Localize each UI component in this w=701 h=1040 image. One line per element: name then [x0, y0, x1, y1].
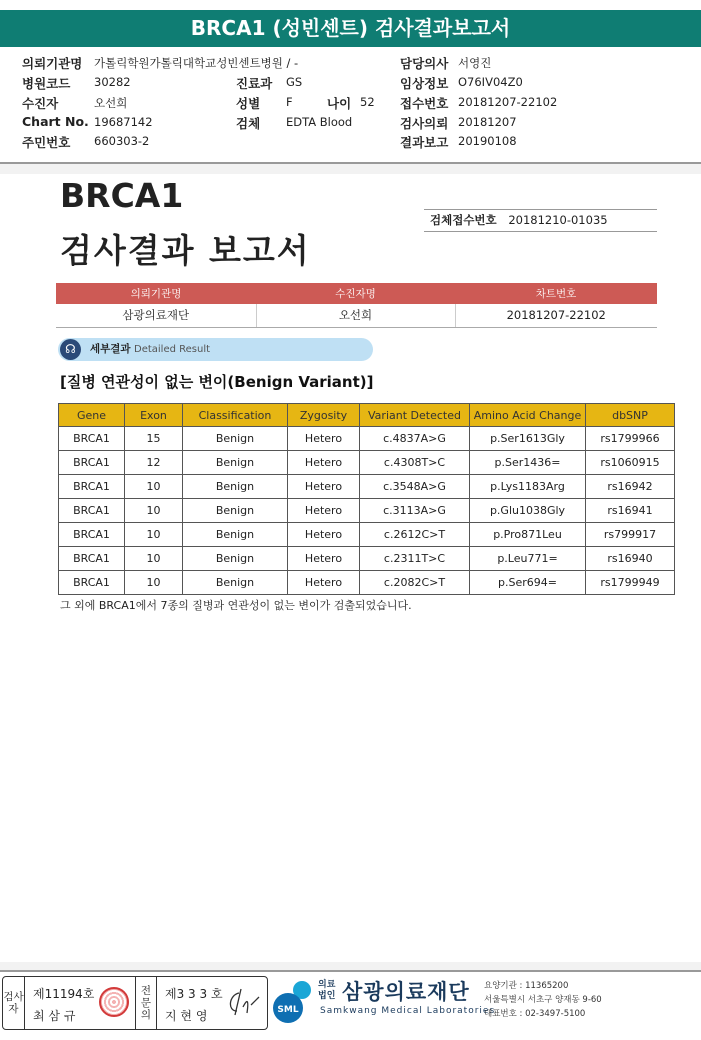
variant-cell: Benign: [183, 499, 288, 523]
footer-gap-band: [0, 962, 701, 972]
variant-cell: Hetero: [288, 451, 360, 475]
requesting-institution-value: 가톨릭학원가톨릭대학교성빈센트병원 / -: [94, 56, 299, 70]
variant-cell: c.4837A>G: [360, 427, 470, 451]
variant-header-cell: Gene: [59, 404, 125, 427]
specimen-label: 검체: [236, 116, 261, 131]
report-title-bar: BRCA1 (성빈센트) 검사결과보고서: [0, 10, 701, 47]
svg-text:SML: SML: [277, 1005, 299, 1015]
variant-cell: 10: [125, 475, 183, 499]
table-row: [59, 547, 675, 571]
lab-name: 삼광의료재단: [342, 980, 470, 1004]
test-request-label: 검사의뢰: [400, 116, 449, 131]
chart-no-label: Chart No.: [22, 114, 89, 129]
sml-logo-icon: [272, 978, 316, 1026]
variant-cell: p.Pro871Leu: [470, 523, 586, 547]
variant-table: [58, 403, 675, 595]
variant-cell: rs16942: [586, 475, 675, 499]
variant-cell: Hetero: [288, 547, 360, 571]
variant-cell: p.Leu771=: [470, 547, 586, 571]
specimen-receipt-value: 20181210-01035: [508, 213, 608, 227]
variant-cell: 10: [125, 499, 183, 523]
clinical-info-value: O76IV04Z0: [458, 75, 523, 89]
variant-header-cell: Classification: [183, 404, 288, 427]
physician-label: 담당의사: [400, 56, 449, 71]
lab-name-english: Samkwang Medical Laboratories: [320, 1006, 496, 1016]
age-label: 나이: [327, 96, 352, 111]
variant-cell: BRCA1: [59, 475, 125, 499]
variant-cell: c.4308T>C: [360, 451, 470, 475]
variant-cell: Hetero: [288, 523, 360, 547]
variant-cell: Benign: [183, 523, 288, 547]
variant-cell: Benign: [183, 451, 288, 475]
test-request-value: 20181207: [458, 115, 517, 129]
resident-no-label: 주민번호: [22, 135, 71, 150]
variant-cell: 10: [125, 571, 183, 595]
variant-cell: rs1799966: [586, 427, 675, 451]
contact-line: 요양기관 : 11365200: [484, 981, 569, 991]
variant-cell: p.Lys1183Arg: [470, 475, 586, 499]
variant-cell: rs16941: [586, 499, 675, 523]
table-row: [59, 571, 675, 595]
page-gap-band: [0, 164, 701, 174]
requesting-institution-label: 의뢰기관명: [22, 56, 83, 71]
benign-variant-heading: [질병 연관성이 없는 변이(Benign Variant)]: [60, 373, 374, 391]
variant-cell: c.2082C>T: [360, 571, 470, 595]
variant-cell: BRCA1: [59, 499, 125, 523]
receipt-no-value: 20181207-22102: [458, 95, 558, 109]
variant-cell: Hetero: [288, 571, 360, 595]
specialist-id: 제3 3 3 호: [165, 987, 223, 1001]
variant-header-cell: Exon: [125, 404, 183, 427]
variant-cell: 15: [125, 427, 183, 451]
variant-cell: Benign: [183, 475, 288, 499]
contact-line: 서울특별시 서초구 양재동 9-60: [484, 995, 602, 1005]
inst-cell: 20181207-22102: [455, 304, 657, 327]
inspector-name: 최 삼 규: [33, 1009, 76, 1023]
variant-cell: Hetero: [288, 499, 360, 523]
variant-cell: Hetero: [288, 475, 360, 499]
variant-cell: c.2612C>T: [360, 523, 470, 547]
footnote: 그 외에 BRCA1에서 7종의 질병과 연관성이 없는 변이가 검출되었습니다.: [60, 599, 412, 612]
table-row: [59, 427, 675, 451]
institution-table: [56, 283, 657, 328]
recipient-label: 수진자: [22, 96, 59, 111]
signature-box: [2, 976, 268, 1030]
specialist-name: 지 현 영: [165, 1009, 208, 1023]
sex-value: F: [286, 95, 293, 109]
variant-cell: c.2311T>C: [360, 547, 470, 571]
variant-cell: c.3113A>G: [360, 499, 470, 523]
detail-label-ko: 세부결과: [90, 343, 131, 355]
detail-label-en: Detailed Result: [134, 344, 211, 355]
variant-cell: p.Ser694=: [470, 571, 586, 595]
chart-no-value: 19687142: [94, 115, 153, 129]
variant-header-cell: Zygosity: [288, 404, 360, 427]
sex-label: 성별: [236, 96, 261, 111]
variant-cell: 12: [125, 451, 183, 475]
handwritten-signature: [225, 985, 261, 1019]
variant-cell: BRCA1: [59, 547, 125, 571]
variant-cell: rs799917: [586, 523, 675, 547]
table-row: [59, 499, 675, 523]
age-value: 52: [360, 95, 375, 109]
hospital-code-value: 30282: [94, 75, 131, 89]
variant-cell: Benign: [183, 571, 288, 595]
table-row: [56, 304, 657, 327]
variant-header-cell: Amino Acid Change: [470, 404, 586, 427]
specimen-value: EDTA Blood: [286, 115, 353, 129]
table-row: [59, 475, 675, 499]
table-row: [59, 523, 675, 547]
variant-cell: p.Ser1613Gly: [470, 427, 586, 451]
variant-cell: rs1060915: [586, 451, 675, 475]
inspector-id: 제11194호: [33, 987, 95, 1001]
specimen-receipt-label: 검체접수번호: [430, 213, 497, 227]
clinical-info-label: 임상정보: [400, 76, 449, 91]
variant-header-cell: dbSNP: [586, 404, 675, 427]
inst-header-cell: 차트번호: [455, 283, 657, 304]
variant-cell: BRCA1: [59, 451, 125, 475]
variant-cell: BRCA1: [59, 427, 125, 451]
variant-cell: 10: [125, 523, 183, 547]
variant-cell: p.Glu1038Gly: [470, 499, 586, 523]
corp-label: 의료법인: [318, 980, 336, 1001]
contact-info: [484, 979, 602, 1021]
inst-header-cell: 수진자명: [256, 283, 455, 304]
result-report-label: 결과보고: [400, 135, 449, 150]
variant-cell: Hetero: [288, 427, 360, 451]
table-row: [59, 451, 675, 475]
variant-header-cell: Variant Detected: [360, 404, 470, 427]
variant-cell: 10: [125, 547, 183, 571]
variant-cell: p.Ser1436=: [470, 451, 586, 475]
report-heading-gene: BRCA1: [60, 176, 184, 215]
receipt-no-label: 접수번호: [400, 96, 449, 111]
resident-no-value: 660303-2: [94, 134, 150, 148]
department-label: 진료과: [236, 76, 273, 91]
inspector-label: 검사자: [3, 977, 25, 1029]
detail-result-pill: [58, 338, 373, 361]
hospital-code-label: 병원코드: [22, 76, 71, 91]
physician-value: 서영진: [458, 56, 492, 70]
specimen-receipt-box: [424, 209, 657, 232]
inst-cell: 삼광의료재단: [56, 304, 256, 327]
inst-cell: 오선희: [256, 304, 455, 327]
contact-line: 대표번호 : 02-3497-5100: [484, 1009, 586, 1019]
variant-cell: BRCA1: [59, 523, 125, 547]
inst-header-cell: 의뢰기관명: [56, 283, 256, 304]
result-report-value: 20190108: [458, 134, 517, 148]
specialist-label: 전문의: [135, 977, 157, 1029]
variant-cell: rs16940: [586, 547, 675, 571]
variant-cell: Benign: [183, 547, 288, 571]
variant-cell: BRCA1: [59, 571, 125, 595]
variant-cell: c.3548A>G: [360, 475, 470, 499]
report-heading-subtitle: 검사결과 보고서: [60, 231, 311, 270]
ribbon-icon: ☊: [60, 339, 81, 360]
department-value: GS: [286, 75, 303, 89]
variant-cell: Benign: [183, 427, 288, 451]
variant-cell: rs1799949: [586, 571, 675, 595]
official-seal: [99, 987, 129, 1017]
recipient-value: 오선희: [94, 96, 128, 110]
